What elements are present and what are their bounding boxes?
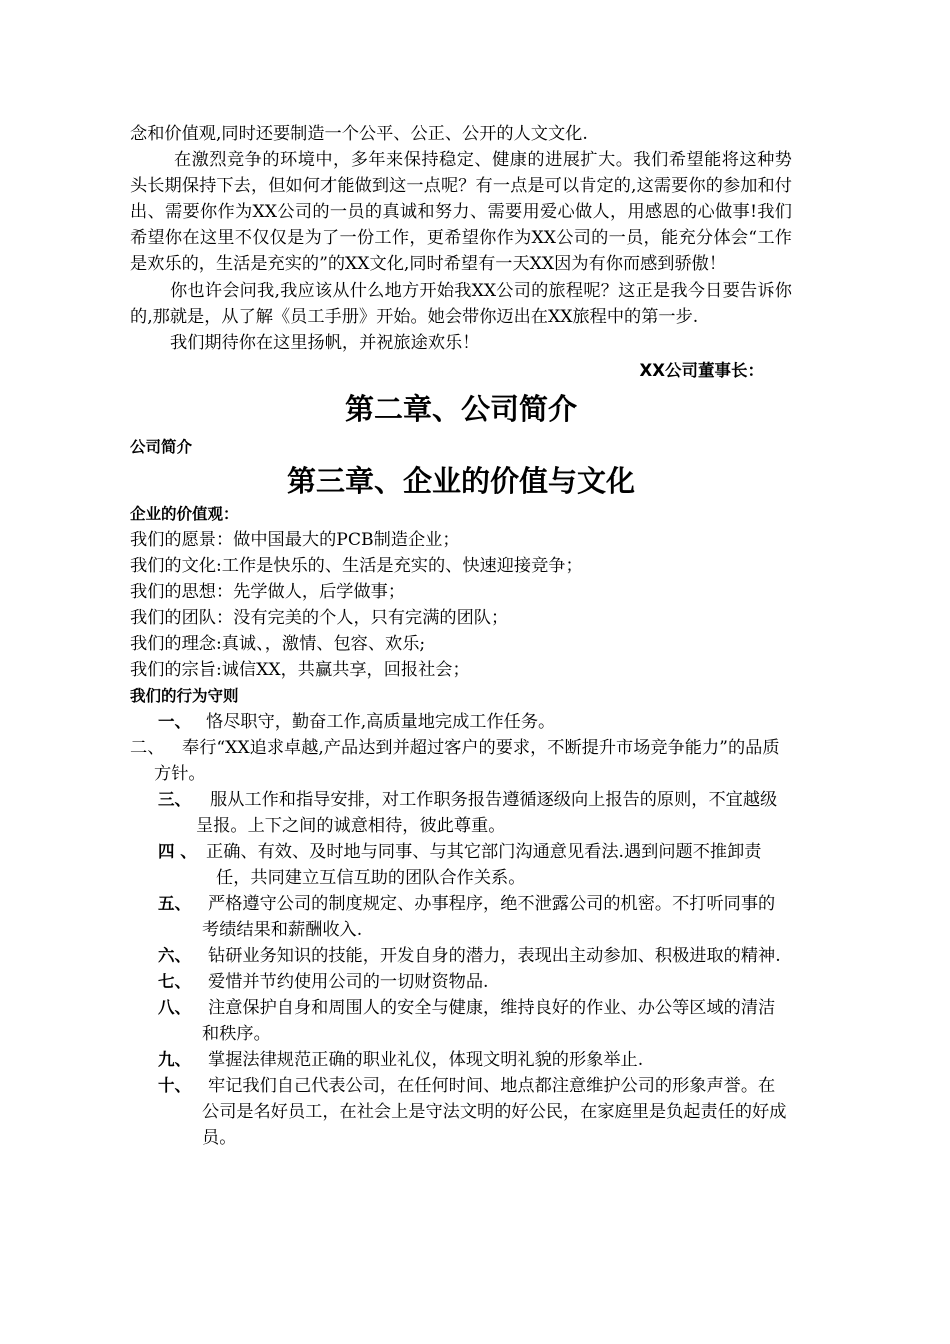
rule-number: 二、: [130, 738, 165, 759]
rule-text: 钻研业务知识的技能，开发自身的潜力，表现出主动参加、积极进取的精神.: [208, 946, 781, 967]
value-item: 我们的宗旨:诚信XX，共赢共享，回报社会；: [130, 660, 470, 681]
chapter-3-title: 第三章、企业的价值与文化: [286, 463, 635, 498]
section-company-profile: 公司简介: [130, 437, 193, 456]
value-item: 我们的思想：先学做人，后学做事；: [130, 582, 406, 603]
intro-paragraph-1: 在激烈竞争的环境中，多年来保持稳定、健康的进展扩大。我们希望能将这种势头长期保持下去，但如何才能做到这一点呢？有一点是可以肯定的,这需要你的参加和付出、需要你作为XX公司的一员的真诚和努力、需要用爱心做人，用感恩的心做事!我们希望你在这里不仅仅是为了一份工作，更希望你作为XX公司的一员，能充分体会“工作是欢乐的，生活是充实的”的XX文化,同时希望有一天XX因为有你而感到骄傲！: [130, 150, 792, 275]
rule-text: 爱惜并节约使用公司的一切财资物品.: [208, 972, 489, 993]
rule-text: 正确、有效、及时地与同事、与其它部门沟通意见看法.遇到问题不推卸责任，共同建立互信互助的团队合作关系。: [206, 842, 762, 889]
value-item: 我们的文化:工作是快乐的、生活是充实的、快速迎接竞争；: [130, 555, 583, 576]
rules-list: [130, 709, 792, 1151]
rules-heading: 我们的行为守则: [130, 687, 239, 706]
rule-text: 牢记我们自己代表公司，在任何时间、地点都注意维护公司的形象声誉。在公司是名好员工，在社会上是守法文明的好公民，在家庭里是负起责任的好成员。: [202, 1076, 787, 1149]
chairman-signature: XX公司董事长：: [639, 360, 764, 380]
rule-number: 八、: [158, 998, 191, 1018]
rule-number: 十、: [158, 1076, 191, 1096]
rule-text: 奉行“XX追求卓越,产品达到并超过客户的要求，不断提升市场竞争能力”的品质方针。: [154, 738, 780, 785]
rule-text: 服从工作和指导安排，对工作职务报告遵循逐级向上报告的原则，不宜越级呈报。上下之间的诚意相待，彼此尊重。: [196, 790, 778, 837]
values-list: [130, 527, 792, 684]
rule-number: 五、: [158, 894, 191, 914]
rule-number: 九、: [158, 1050, 191, 1070]
rule-number: 一、: [158, 712, 191, 732]
rule-number: 三、: [158, 790, 191, 810]
values-heading: 企业的价值观：: [130, 504, 239, 523]
rule-item: [130, 735, 792, 787]
document-page: [130, 121, 792, 1151]
chapter-2-title: 第二章、公司简介: [344, 391, 577, 426]
value-item: 我们的愿景：做中国最大的PCB制造企业；: [130, 529, 460, 550]
rule-item: [130, 1047, 792, 1073]
rule-number: 四 、: [158, 842, 197, 862]
rule-number: 六、: [158, 946, 191, 966]
rule-item: [130, 709, 792, 735]
rule-text: 掌握法律规范正确的职业礼仪，体现文明礼貌的形象举止.: [208, 1050, 644, 1071]
rule-item: [130, 995, 792, 1047]
rule-item: [130, 969, 792, 995]
rule-text: 严格遵守公司的制度规定、办事程序，绝不泄露公司的机密。不打听同事的考绩结果和薪酬收入.: [202, 894, 776, 941]
rule-item: [130, 1073, 792, 1151]
intro-paragraph-3: 我们期待你在这里扬帆，并祝旅途欢乐！: [170, 332, 480, 353]
rule-text: 注意保护自身和周围人的安全与健康，维持良好的作业、办公等区域的清洁和秩序。: [202, 998, 776, 1045]
rule-item: [130, 839, 792, 891]
rule-item: [130, 891, 792, 943]
rule-text: 恪尽职守，勤奋工作,高质量地完成工作任务。: [206, 712, 556, 733]
rule-item: [130, 943, 792, 969]
intro-line: 念和价值观,同时还要制造一个公平、公正、公开的人文文化.: [130, 124, 588, 144]
intro-paragraph-2: 你也许会问我,我应该从什么地方开始我XX公司的旅程呢？这正是我今日要告诉你的,那就是，从了解《员工手册》开始。她会带你迈出在XX旅程中的第一步.: [130, 280, 792, 327]
rule-number: 七、: [158, 972, 191, 992]
value-item: 我们的理念:真诚、，激情、包容、欢乐;: [130, 634, 426, 655]
rule-item: [130, 787, 792, 839]
value-item: 我们的团队：没有完美的个人，只有完满的团队；: [130, 608, 509, 629]
